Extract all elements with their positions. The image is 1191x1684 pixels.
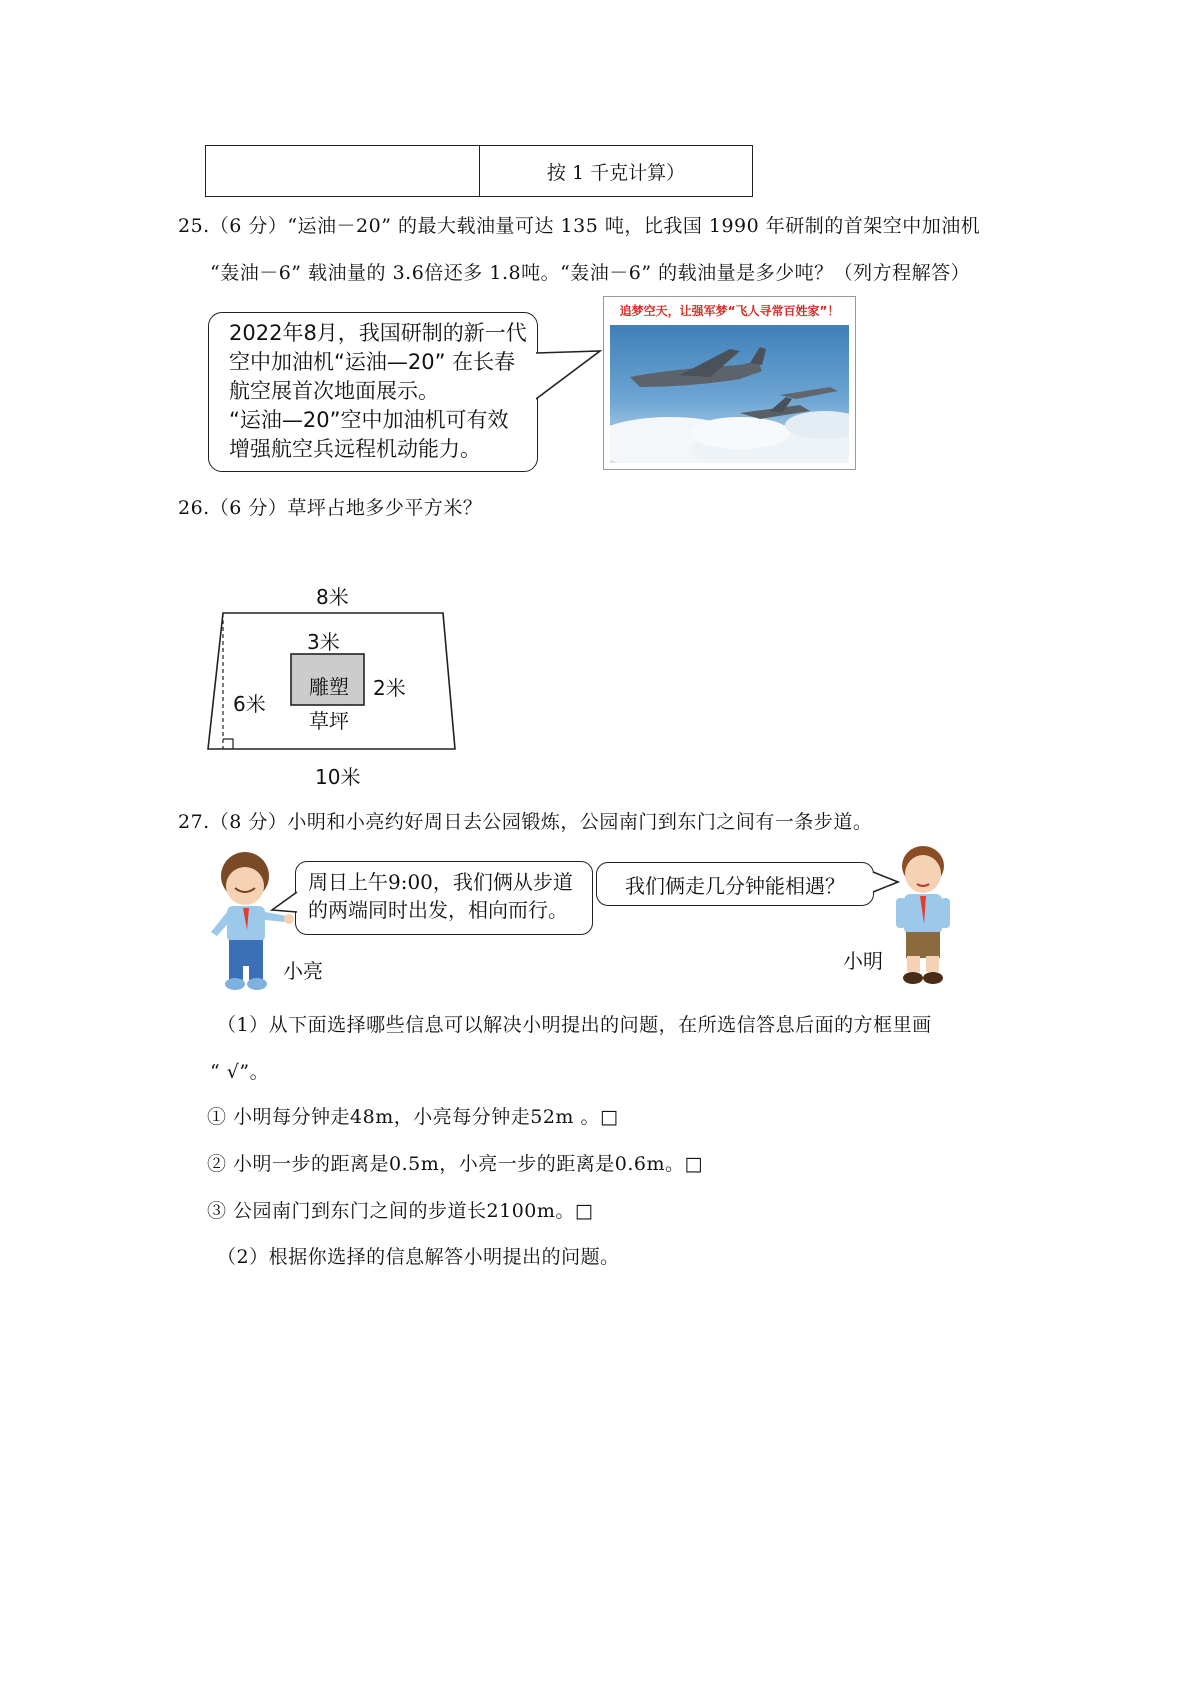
xiaoliang-speech-bubble — [295, 861, 593, 935]
q25-speech-bubble — [208, 312, 538, 472]
aircraft-image — [610, 325, 849, 463]
bubble-line: 空中加油机“运油—20” 在长春 — [229, 350, 516, 374]
q26-text: 26.（6 分）草坪占地多少平方米？ — [178, 497, 483, 519]
sculpture-label: 雕塑 — [309, 675, 349, 699]
bubble-tail — [270, 890, 300, 920]
tanker-aircraft-photo — [603, 296, 856, 470]
right-angle-mark — [223, 739, 233, 749]
answer-table — [205, 145, 753, 197]
q27-option-2: ② 小明一步的距离是0.5m，小亮一步的距离是0.6m。□ — [207, 1153, 703, 1175]
q27-option-3: ③ 公园南门到东门之间的步道长2100m。□ — [207, 1200, 594, 1222]
bottom-base-label: 10米 — [315, 765, 361, 789]
name-xiaoliang: 小亮 — [283, 959, 323, 983]
q27-part2: （2）根据你选择的信息解答小明提出的问题。 — [217, 1246, 620, 1268]
boy-xiaoliang-illustration — [205, 846, 295, 996]
bubble-tail — [536, 345, 606, 425]
bubble-line: 周日上午9:00，我们俩从步道 — [308, 870, 573, 894]
table-cell-left — [206, 146, 480, 196]
q25-text-line2: “轰油－6” 载油量的 3.6倍还多 1.8吨。“轰油－6” 的载油量是多少吨？（列方程解答） — [210, 262, 971, 284]
bubble-text: 我们俩走几分钟能相遇？ — [625, 873, 845, 898]
height-label: 6米 — [233, 692, 266, 716]
bubble-line: 增强航空兵远程机动能力。 — [229, 437, 481, 461]
q27-text: 27.（8 分）小明和小亮约好周日去公园锻炼，公园南门到东门之间有一条步道。 — [178, 811, 873, 833]
bubble-line: 的两端同时出发，相向而行。 — [308, 898, 568, 922]
bubble-line: “运油—20”空中加油机可有效 — [229, 408, 509, 432]
top-base-label: 8米 — [316, 585, 349, 609]
boy-xiaoming-illustration — [888, 840, 958, 990]
bubble-line: 航空展首次地面展示。 — [229, 379, 439, 403]
q27-part1-line1: （1）从下面选择哪些信息可以解决小明提出的问题，在所选信答息后面的方框里画 — [217, 1014, 932, 1036]
q25-text-line1: 25.（6 分）“运油－20” 的最大载油量可达 135 吨，比我国 1990 年研制的首架空中加油机 — [178, 215, 981, 237]
sculpture-width-label: 3米 — [307, 630, 340, 654]
xiaoming-speech-bubble — [596, 862, 874, 906]
lawn-label: 草坪 — [309, 709, 349, 733]
q27-option-1: ① 小明每分钟走48m，小亮每分钟走52m 。□ — [207, 1106, 619, 1128]
q27-part1-line2: “ √”。 — [210, 1061, 270, 1083]
photo-banner: 追梦空天，让强军梦“飞人寻常百姓家”！ — [619, 303, 840, 318]
name-xiaoming: 小明 — [843, 949, 883, 973]
table-cell-right: 按 1 千克计算） — [546, 161, 686, 184]
bubble-line: 2022年8月，我国研制的新一代 — [229, 321, 527, 345]
sculpture-height-label: 2米 — [373, 676, 406, 700]
